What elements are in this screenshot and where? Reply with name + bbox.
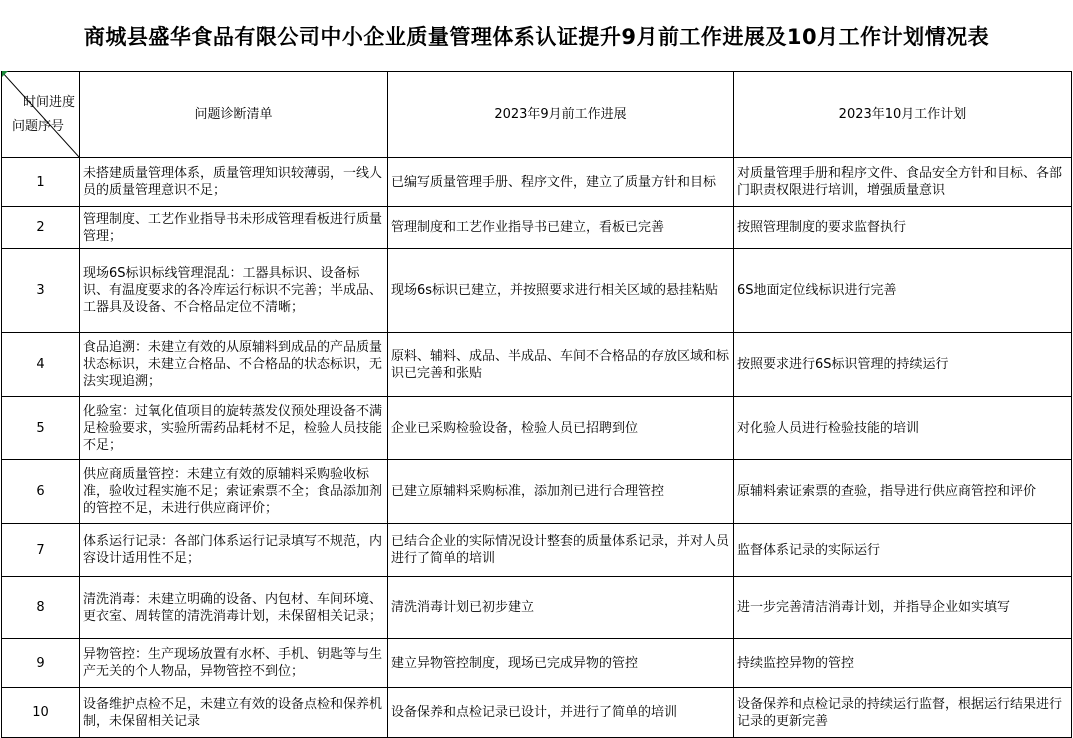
plan-cell: 进一步完善清洁消毒计划，并指导企业如实填写: [734, 577, 1072, 639]
table-row: [2, 397, 1072, 460]
issue-cell: 食品追溯：未建立有效的从原辅料到成品的产品质量状态标识，未建立合格品、不合格品的状态标识，无法实现追溯；: [80, 333, 388, 397]
plan-cell: 按照管理制度的要求监督执行: [734, 207, 1072, 249]
row-number: 9: [2, 639, 80, 688]
table-row: [2, 639, 1072, 688]
corner-header-cell: [2, 72, 80, 158]
issue-cell: 体系运行记录：各部门体系运行记录填写不规范，内容设计适用性不足；: [80, 524, 388, 577]
table-row: [2, 207, 1072, 249]
header-issue-list: 问题诊断清单: [80, 72, 388, 158]
plan-cell: 设备保养和点检记录的持续运行监督，根据运行结果进行记录的更新完善: [734, 688, 1072, 738]
issue-cell: 管理制度、工艺作业指导书未形成管理看板进行质量管理；: [80, 207, 388, 249]
table-row: [2, 524, 1072, 577]
plan-cell: 监督体系记录的实际运行: [734, 524, 1072, 577]
row-number: 7: [2, 524, 80, 577]
document-title: 商城县盛华食品有限公司中小企业质量管理体系认证提升9月前工作进展及10月工作计划情况表: [83, 25, 990, 49]
progress-cell: 已建立原辅料采购标准，添加剂已进行合理管控: [388, 460, 734, 524]
progress-cell: 设备保养和点检记录已设计，并进行了简单的培训: [388, 688, 734, 738]
issue-cell: 异物管控：生产现场放置有水杯、手机、钥匙等与生产无关的个人物品，异物管控不到位；: [80, 639, 388, 688]
issue-cell: 未搭建质量管理体系，质量管理知识较薄弱，一线人员的质量管理意识不足；: [80, 158, 388, 207]
cell-comment-marker: [2, 71, 8, 77]
table-row: [2, 460, 1072, 524]
plan-cell: 对质量管理手册和程序文件、食品安全方针和目标、各部门职责权限进行培训，增强质量意识: [734, 158, 1072, 207]
progress-table: [1, 71, 1072, 738]
corner-label-number: 问题序号: [12, 119, 65, 134]
table-row: [2, 333, 1072, 397]
progress-cell: 建立异物管控制度，现场已完成异物的管控: [388, 639, 734, 688]
row-number: 8: [2, 577, 80, 639]
progress-cell: 现场6s标识已建立，并按照要求进行相关区域的悬挂粘贴: [388, 249, 734, 333]
header-row: [2, 72, 1072, 158]
progress-cell: 清洗消毒计划已初步建立: [388, 577, 734, 639]
row-number: 2: [2, 207, 80, 249]
plan-cell: 对化验人员进行检验技能的培训: [734, 397, 1072, 460]
table-row: [2, 249, 1072, 333]
row-number: 3: [2, 249, 80, 333]
table-row: [2, 158, 1072, 207]
progress-cell: 企业已采购检验设备，检验人员已招聘到位: [388, 397, 734, 460]
progress-cell: 管理制度和工艺作业指导书已建立，看板已完善: [388, 207, 734, 249]
header-october-plan: 2023年10月工作计划: [734, 72, 1072, 158]
plan-cell: 6S地面定位线标识进行完善: [734, 249, 1072, 333]
plan-cell: 持续监控异物的管控: [734, 639, 1072, 688]
row-number: 6: [2, 460, 80, 524]
issue-cell: 现场6S标识标线管理混乱：工器具标识、设备标识、有温度要求的各冷库运行标识不完善；半成品、工器具及设备、不合格品定位不清晰；: [80, 249, 388, 333]
issue-cell: 供应商质量管控：未建立有效的原辅料采购验收标准，验收过程实施不足；索证索票不全；食品添加剂的管控不足，未进行供应商评价；: [80, 460, 388, 524]
issue-cell: 清洗消毒：未建立明确的设备、内包材、车间环境、更衣室、周转筐的清洗消毒计划，未保留相关记录；: [80, 577, 388, 639]
plan-cell: 按照要求进行6S标识管理的持续运行: [734, 333, 1072, 397]
diagonal-divider: [2, 72, 79, 157]
corner-label-progress: 时间进度: [22, 95, 75, 110]
progress-cell: 已编写质量管理手册、程序文件，建立了质量方针和目标: [388, 158, 734, 207]
row-number: 10: [2, 688, 80, 738]
table-row: [2, 577, 1072, 639]
issue-cell: 化验室：过氧化值项目的旋转蒸发仪预处理设备不满足检验要求，实验所需药品耗材不足，检验人员技能不足；: [80, 397, 388, 460]
table-row: [2, 688, 1072, 738]
row-number: 5: [2, 397, 80, 460]
progress-cell: 已结合企业的实际情况设计整套的质量体系记录，并对人员进行了简单的培训: [388, 524, 734, 577]
row-number: 4: [2, 333, 80, 397]
progress-cell: 原料、辅料、成品、半成品、车间不合格品的存放区域和标识已完善和张贴: [388, 333, 734, 397]
plan-cell: 原辅料索证索票的查验，指导进行供应商管控和评价: [734, 460, 1072, 524]
issue-cell: 设备维护点检不足，未建立有效的设备点检和保养机制，未保留相关记录: [80, 688, 388, 738]
header-september-progress: 2023年9月前工作进展: [388, 72, 734, 158]
row-number: 1: [2, 158, 80, 207]
